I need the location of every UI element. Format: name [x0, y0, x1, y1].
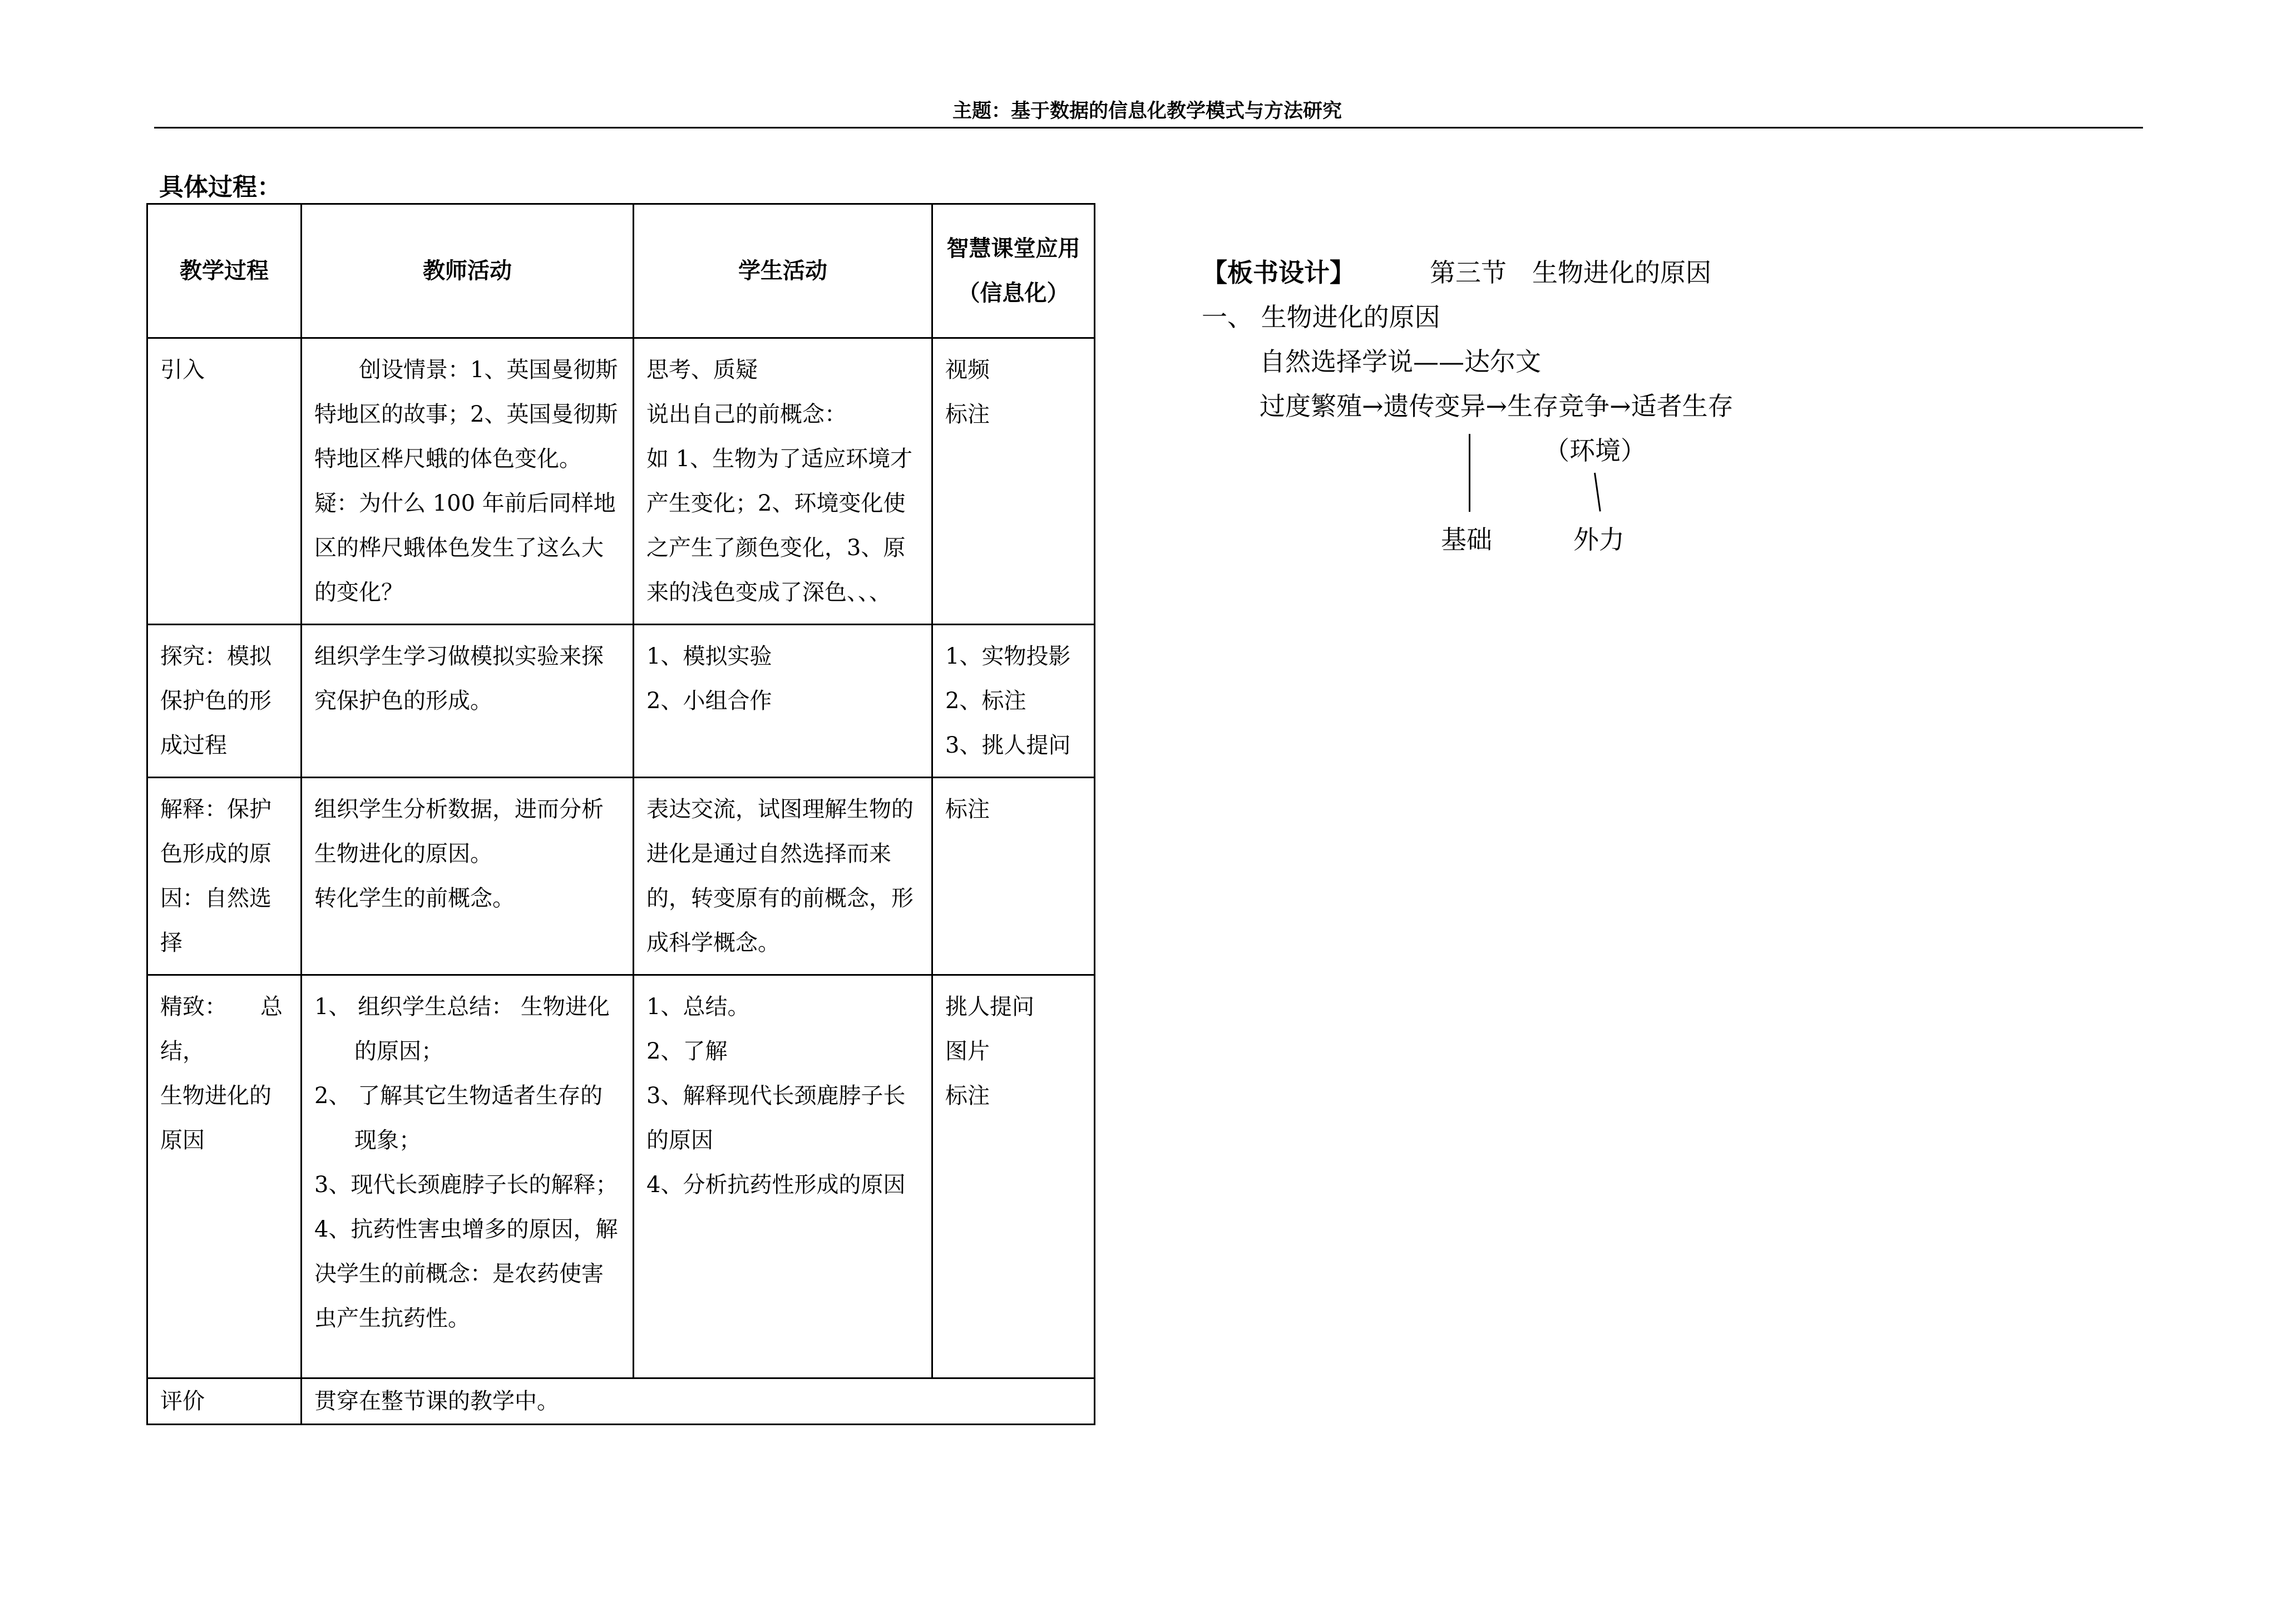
- info-text: 1、实物投影: [945, 644, 1071, 669]
- stage-text: 生物进化的原因: [160, 1083, 271, 1153]
- info-text: 视频: [945, 357, 990, 383]
- table-row: [147, 338, 1095, 625]
- evaluation-text: 贯穿在整节课的教学中。: [314, 1388, 559, 1414]
- teacher-text: 1、 组织学生总结： 生物进化的原因；: [314, 994, 610, 1064]
- info-text: 图片: [945, 1039, 990, 1064]
- table-row: [147, 975, 1095, 1378]
- stage-text: 精致： 总结，: [160, 994, 283, 1064]
- stage-cell: [147, 338, 302, 625]
- info-cell: [932, 625, 1095, 778]
- stage-cell: [147, 778, 302, 975]
- stage-text: 探究：模拟保护色的形成过程: [160, 644, 271, 758]
- header-rule: [154, 127, 2143, 129]
- teacher-text: 4、抗药性害虫增多的原因，解决学生的前概念：是农药使害虫产生抗药性。: [314, 1217, 618, 1331]
- info-text: 标注: [945, 797, 990, 822]
- board-heading: 一、 生物进化的原因: [1202, 302, 1440, 332]
- force-connector-line: [1594, 473, 1601, 512]
- table-row: [147, 625, 1095, 778]
- info-cell: [932, 338, 1095, 625]
- board-section-title: 第三节 生物进化的原因: [1430, 258, 1711, 288]
- evaluation-text-cell: [302, 1378, 1095, 1425]
- info-cell: [932, 975, 1095, 1378]
- student-text: 表达交流，试图理解生物的进化是通过自然选择而来的，转变原有的前概念，形成科学概念。: [646, 797, 914, 956]
- board-environment-label: （环境）: [1544, 436, 1646, 466]
- student-text: 思考、质疑: [646, 357, 758, 383]
- info-cell: [932, 778, 1095, 975]
- column-header-info: 智慧课堂应用（信息化）: [932, 204, 1095, 338]
- info-text: 标注: [945, 1083, 990, 1109]
- student-text: 如 1、生物为了适应环境才产生变化；2、环境变化使之产生了颜色变化，3、原来的浅色变成了深色、、、: [646, 446, 913, 605]
- column-header-stage: 教学过程: [147, 204, 302, 338]
- teacher-text: 组织学生学习做模拟实验来探究保护色的形成。: [314, 644, 604, 714]
- basis-connector-line: [1469, 434, 1470, 512]
- board-evolution-chain: 过度繁殖→遗传变异→生存竞争→适者生存: [1260, 391, 1734, 421]
- student-text: 4、分析抗药性形成的原因: [646, 1172, 906, 1198]
- student-cell: [634, 778, 932, 975]
- teacher-text: 创设情景：1、英国曼彻斯特地区的故事；2、英国曼彻斯特地区桦尺蛾的体色变化。疑：为什么 100 年前后同样地区的桦尺蛾体色发生了这么大的变化？: [314, 357, 618, 605]
- student-text: 1、模拟实验: [646, 644, 772, 669]
- student-cell: [634, 338, 932, 625]
- evaluation-label-cell: [147, 1378, 302, 1425]
- info-text: 2、标注: [945, 688, 1026, 714]
- teaching-process-table: [146, 203, 1095, 1425]
- board-external-force-label: 外力: [1573, 525, 1625, 555]
- teacher-text: 组织学生分析数据，进而分析生物进化的原因。: [314, 797, 604, 867]
- teacher-text: 转化学生的前概念。: [314, 886, 515, 911]
- stage-text: 引入: [160, 357, 205, 383]
- student-text: 2、小组合作: [646, 688, 772, 714]
- evaluation-label: 评价: [160, 1388, 205, 1414]
- student-text: 说出自己的前概念：: [646, 402, 847, 427]
- teacher-cell: [302, 975, 634, 1378]
- board-theory: 自然选择学说——达尔文: [1260, 347, 1541, 377]
- info-text: 标注: [945, 402, 990, 427]
- student-cell: [634, 975, 932, 1378]
- stage-cell: [147, 975, 302, 1378]
- student-text: 3、解释现代长颈鹿脖子长的原因: [646, 1083, 906, 1153]
- student-text: 2、了解: [646, 1039, 728, 1064]
- stage-text: 解释：保护色形成的原因：自然选择: [160, 797, 271, 956]
- info-text: 挑人提问: [945, 994, 1034, 1020]
- info-text: 3、挑人提问: [945, 733, 1071, 758]
- column-header-student: 学生活动: [634, 204, 932, 338]
- teacher-text: 2、 了解其它生物适者生存的现象；: [314, 1083, 603, 1153]
- teacher-cell: [302, 778, 634, 975]
- evaluation-row: [147, 1378, 1095, 1425]
- document-header-title: 主题：基于数据的信息化教学模式与方法研究: [952, 100, 1342, 122]
- board-design-title: 【板书设计】: [1202, 258, 1355, 288]
- teacher-text: 3、现代长颈鹿脖子长的解释；: [314, 1172, 618, 1198]
- board-basis-label: 基础: [1441, 525, 1492, 555]
- table-row: [147, 778, 1095, 975]
- stage-cell: [147, 625, 302, 778]
- table-header-row: [147, 204, 1095, 338]
- column-header-teacher: 教师活动: [302, 204, 634, 338]
- teacher-cell: [302, 625, 634, 778]
- teacher-cell: [302, 338, 634, 625]
- student-text: 1、总结。: [646, 994, 750, 1020]
- section-heading: 具体过程：: [159, 173, 282, 201]
- student-cell: [634, 625, 932, 778]
